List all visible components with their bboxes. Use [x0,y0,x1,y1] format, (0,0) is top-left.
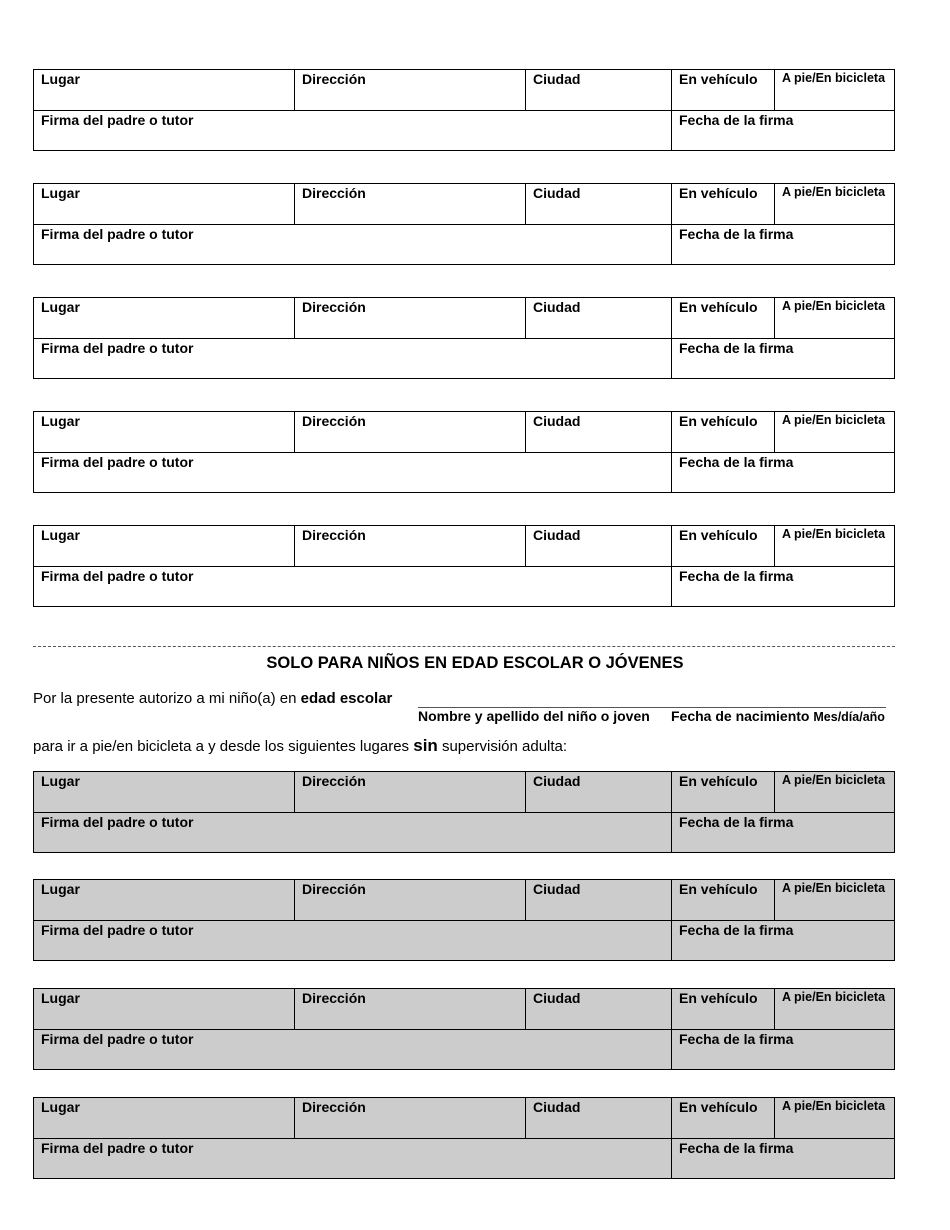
en-vehiculo-label: En vehículo [679,881,758,897]
firma-label: Firma del padre o tutor [41,814,194,830]
location-row [34,526,894,566]
lugar-field[interactable] [34,412,294,452]
lugar-label: Lugar [41,527,80,543]
location-entry-block [33,297,895,379]
ciudad-field[interactable] [525,184,671,224]
firma-label: Firma del padre o tutor [41,1140,194,1156]
lugar-field[interactable] [34,298,294,338]
location-entry-block [33,525,895,607]
dob-format-label: Mes/día/año [813,710,885,724]
ciudad-label: Ciudad [533,413,581,429]
en-vehiculo-label: En vehículo [679,413,758,429]
en-vehiculo-label: En vehículo [679,1099,758,1115]
firma-field[interactable] [34,567,671,607]
fecha-firma-label: Fecha de la firma [679,814,794,830]
para-suffix: supervisión adulta: [437,738,568,755]
direccion-label: Dirección [302,773,366,789]
signature-row [34,566,894,607]
fecha-firma-field[interactable] [671,813,896,853]
ciudad-label: Ciudad [533,185,581,201]
para-bold: sin [413,736,438,755]
a-pie-label: A pie/En bicicleta [782,413,886,427]
auth-prefix: Por la presente autorizo a mi niño(a) en [33,690,301,707]
ciudad-field[interactable] [525,70,671,110]
lugar-field[interactable] [34,70,294,110]
firma-label: Firma del padre o tutor [41,340,194,356]
ciudad-field[interactable] [525,880,671,920]
a-pie-field[interactable] [774,184,896,224]
lugar-label: Lugar [41,990,80,1006]
a-pie-label: A pie/En bicicleta [782,527,886,541]
ciudad-label: Ciudad [533,299,581,315]
en-vehiculo-field[interactable] [671,184,774,224]
lugar-label: Lugar [41,71,80,87]
location-entry-block [33,411,895,493]
signature-row [34,812,894,853]
signature-row [34,110,894,151]
lugar-field[interactable] [34,1098,294,1138]
lugar-field[interactable] [34,184,294,224]
firma-label: Firma del padre o tutor [41,454,194,470]
location-row [34,772,894,812]
ciudad-field[interactable] [525,989,671,1029]
location-row [34,70,894,110]
auth-bold: edad escolar [300,690,393,707]
signature-row [34,338,894,379]
lugar-label: Lugar [41,185,80,201]
ciudad-label: Ciudad [533,881,581,897]
fecha-firma-field[interactable] [671,111,896,151]
direccion-label: Dirección [302,185,366,201]
location-entry-block-shaded [33,1097,895,1179]
fecha-firma-field[interactable] [671,921,896,961]
direccion-field[interactable] [294,298,525,338]
lugar-label: Lugar [41,881,80,897]
firma-field[interactable] [34,813,671,853]
location-entry-block-shaded [33,771,895,853]
a-pie-label: A pie/En bicicleta [782,1099,886,1113]
firma-field[interactable] [34,111,671,151]
lugar-field[interactable] [34,880,294,920]
fecha-firma-label: Fecha de la firma [679,340,794,356]
location-entry-block [33,183,895,265]
direccion-field[interactable] [294,184,525,224]
ciudad-label: Ciudad [533,773,581,789]
en-vehiculo-field[interactable] [671,772,774,812]
en-vehiculo-field[interactable] [671,70,774,110]
fecha-firma-field[interactable] [671,453,896,493]
lugar-label: Lugar [41,1099,80,1115]
unsupervised-paragraph [33,736,567,756]
child-name-label: Nombre y apellido del niño o joven [418,708,650,724]
fecha-firma-field[interactable] [671,567,896,607]
direccion-field[interactable] [294,989,525,1029]
location-row [34,989,894,1029]
direccion-label: Dirección [302,990,366,1006]
fecha-firma-label: Fecha de la firma [679,568,794,584]
ciudad-label: Ciudad [533,527,581,543]
direccion-field[interactable] [294,526,525,566]
en-vehiculo-field[interactable] [671,412,774,452]
location-entry-block-shaded [33,879,895,961]
location-entry-block [33,69,895,151]
fecha-firma-field[interactable] [671,1139,896,1179]
en-vehiculo-label: En vehículo [679,185,758,201]
ciudad-label: Ciudad [533,1099,581,1115]
fecha-firma-field[interactable] [671,1030,896,1070]
fecha-firma-field[interactable] [671,225,896,265]
direccion-label: Dirección [302,71,366,87]
lugar-label: Lugar [41,413,80,429]
direccion-field[interactable] [294,70,525,110]
direccion-label: Dirección [302,1099,366,1115]
direccion-field[interactable] [294,1098,525,1138]
signature-row [34,224,894,265]
en-vehiculo-label: En vehículo [679,527,758,543]
a-pie-field[interactable] [774,880,896,920]
signature-row [34,1138,894,1179]
a-pie-field[interactable] [774,70,896,110]
ciudad-label: Ciudad [533,71,581,87]
a-pie-label: A pie/En bicicleta [782,990,886,1004]
a-pie-field[interactable] [774,989,896,1029]
en-vehiculo-field[interactable] [671,989,774,1029]
a-pie-label: A pie/En bicicleta [782,299,886,313]
a-pie-field[interactable] [774,526,896,566]
fecha-firma-label: Fecha de la firma [679,112,794,128]
en-vehiculo-field[interactable] [671,298,774,338]
fecha-firma-label: Fecha de la firma [679,1031,794,1047]
en-vehiculo-label: En vehículo [679,773,758,789]
authorization-text [33,690,392,707]
lugar-label: Lugar [41,773,80,789]
firma-field[interactable] [34,225,671,265]
cut-line-divider [33,646,895,647]
fecha-firma-label: Fecha de la firma [679,922,794,938]
a-pie-label: A pie/En bicicleta [782,773,886,787]
en-vehiculo-field[interactable] [671,1098,774,1138]
section-heading: SOLO PARA NIÑOS EN EDAD ESCOLAR O JÓVENES [266,654,684,672]
direccion-label: Dirección [302,413,366,429]
firma-field[interactable] [34,1030,671,1070]
fecha-firma-label: Fecha de la firma [679,1140,794,1156]
direccion-field[interactable] [294,412,525,452]
firma-label: Firma del padre o tutor [41,112,194,128]
a-pie-field[interactable] [774,1098,896,1138]
direccion-field[interactable] [294,772,525,812]
fecha-firma-field[interactable] [671,339,896,379]
en-vehiculo-label: En vehículo [679,71,758,87]
direccion-field[interactable] [294,880,525,920]
a-pie-label: A pie/En bicicleta [782,881,886,895]
firma-field[interactable] [34,339,671,379]
lugar-field[interactable] [34,526,294,566]
a-pie-label: A pie/En bicicleta [782,185,886,199]
signature-row [34,452,894,493]
lugar-field[interactable] [34,772,294,812]
lugar-label: Lugar [41,299,80,315]
en-vehiculo-field[interactable] [671,880,774,920]
a-pie-label: A pie/En bicicleta [782,71,886,85]
location-row [34,298,894,338]
firma-label: Firma del padre o tutor [41,568,194,584]
location-row [34,1098,894,1138]
fecha-firma-label: Fecha de la firma [679,454,794,470]
direccion-label: Dirección [302,881,366,897]
direccion-label: Dirección [302,299,366,315]
en-vehiculo-label: En vehículo [679,990,758,1006]
ciudad-field[interactable] [525,526,671,566]
signature-row [34,1029,894,1070]
signature-row [34,920,894,961]
a-pie-field[interactable] [774,772,896,812]
dob-label: Fecha de nacimiento [671,708,810,724]
lugar-field[interactable] [34,989,294,1029]
ciudad-field[interactable] [525,412,671,452]
firma-field[interactable] [34,1139,671,1179]
firma-field[interactable] [34,453,671,493]
en-vehiculo-label: En vehículo [679,299,758,315]
ciudad-label: Ciudad [533,990,581,1006]
location-row [34,412,894,452]
a-pie-field[interactable] [774,298,896,338]
location-entry-block-shaded [33,988,895,1070]
ciudad-field[interactable] [525,772,671,812]
location-row [34,184,894,224]
fecha-firma-label: Fecha de la firma [679,226,794,242]
dob-label-group [671,708,885,724]
para-prefix: para ir a pie/en bicicleta a y desde los siguientes lugares [33,738,414,755]
en-vehiculo-field[interactable] [671,526,774,566]
firma-label: Firma del padre o tutor [41,1031,194,1047]
firma-label: Firma del padre o tutor [41,226,194,242]
ciudad-field[interactable] [525,298,671,338]
location-row [34,880,894,920]
ciudad-field[interactable] [525,1098,671,1138]
firma-field[interactable] [34,921,671,961]
a-pie-field[interactable] [774,412,896,452]
direccion-label: Dirección [302,527,366,543]
firma-label: Firma del padre o tutor [41,922,194,938]
